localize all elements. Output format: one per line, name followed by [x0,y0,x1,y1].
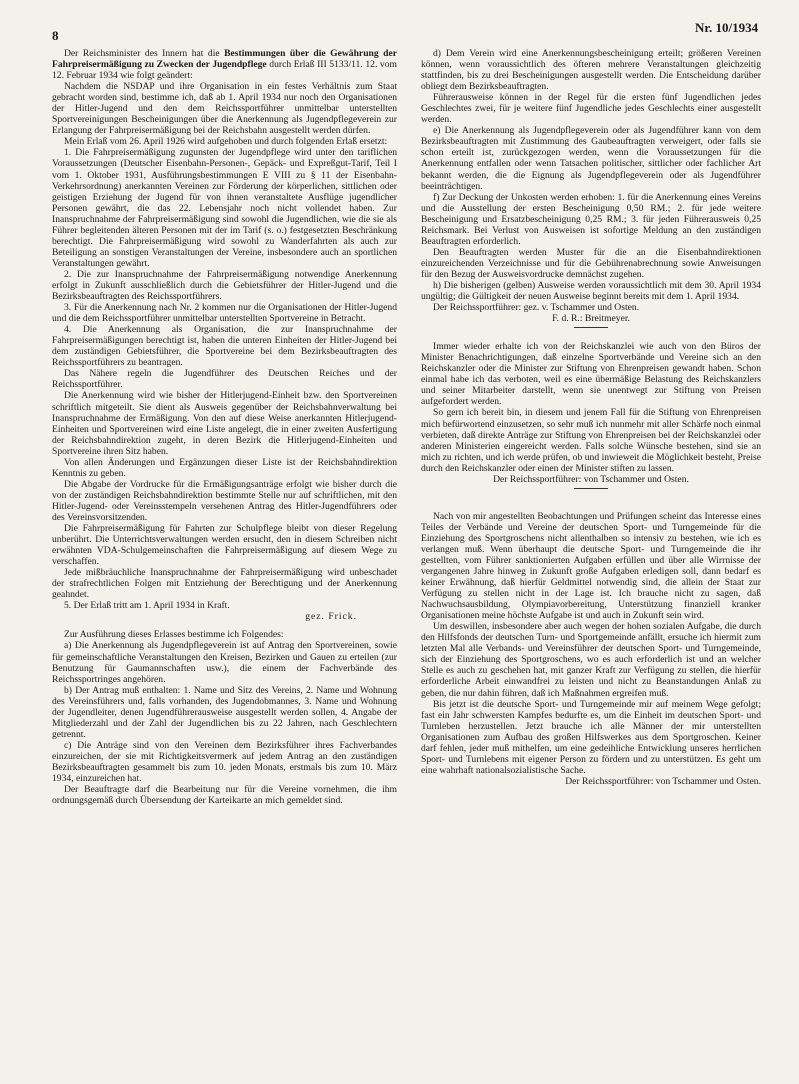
paragraph: 3. Für die Anerkennung nach Nr. 2 kommen nur die Organisationen der Hitler-Jugend und die dem Reichssportführer unmittelbar unterstellten Sportvereine in Betracht. [52,302,397,325]
right-column [421,48,761,787]
paragraph: h) Die bisherigen (gelben) Ausweise werden voraussichtlich mit dem 30. April 1934 ungültig; die Gültigkeit der neuen Ausweise beginnt bereits mit dem 1. April 1934. [421,279,761,303]
paragraph: Zur Ausführung dieses Erlasses bestimme ich Folgendes: [64,629,284,641]
paragraph: Mein Erlaß vom 26. April 1926 wird aufgehoben und durch folgenden Erlaß ersetzt: [64,136,388,148]
signature-frick: gez. Frick. [305,611,357,623]
paragraph: Nachdem die NSDAP und ihre Organisation in ein festes Verhältnis zum Staat gebracht worden sind, bestimme ich, daß ab 1. April 1934 nur noch den Organisationen der Hitler-Jugend und den dem Reichssportführer unmittelbar unterstellten Sportvereinigungen Bescheinigungen über die Anerkennung als Jugendpflegeverein zur Erlangung der Fahrpreisermäßigung bei der Reichsbahn ausgestellt werden dürfen. [52,81,397,137]
paragraph: c) Die Anträge sind von den Vereinen dem Bezirksführer ihres Fachverbandes einzureichen, der sie mit Richtigkeitsvermerk auf jedem Antrag an den zuständigen Bezirksbeauftragten gesammelt bis zum 10. jeden Monats, erstmals bis zum 10. März 1934, einzureichen hat. [52,739,397,785]
paragraph: 5. Der Erlaß tritt am 1. April 1934 in Kraft. [64,600,230,612]
paragraph: Nach von mir angestellten Beobachtungen und Prüfungen scheint das Interesse eines Teiles der Verbände und Vereine der deutschen Sport- und Turngemeinde für die Einziehung des Sportgroschens nicht allenthalben so intensiv zu bestehen, wie ich es verlangen muß. Wenn überhaupt die deutsche Sport- und Turngemeinde die ihr gestellten, vom Führer sanktionierten Aufgaben erfüllen und über alle Wirrnisse der vergangenen Jahre hinweg in Zukunft große Aufgaben erledigen soll, dann bedarf es keiner Erwähnung, daß hierfür Geldmittel notwendig sind, die allein der Staat zur Verfügung zu stellen nicht in der Lage ist. Ich brauche nicht zu sagen, daß Nachwuchsausbildung, Olympiavorbereitung, Unterstützung finanziell kranker Organisationen meine höchste Aufgabe ist und auch in Zukunft sein wird. [421,510,761,622]
paragraph: d) Dem Verein wird eine Anerkennungsbescheinigung erteilt; größeren Vereinen können, wenn voraussichtlich des öfteren mehrere Veranstaltungen gleichzeitig stattfinden, bis zu drei Bescheinigungen ausgestellt werden. Die Entscheidung darüber obliegt dem Bezirksbeauftragten. [421,48,761,93]
signature-line: Der Reichssportführer: von Tschammer und Osten. [493,473,689,485]
paragraph: 2. Die zur Inanspruchnahme der Fahrpreisermäßigung notwendige Anerkennung erfolgt in Zukunft ausschließlich durch die Gebietsführer der Hitler-Jugend und die Bezirksbeauftragten des Reichssportführers. [52,268,397,303]
intro-paragraph [52,48,397,81]
paragraph: Die Anerkennung wird wie bisher der Hitlerjugend-Einheit bzw. den Sportvereinen schriftlich mitgeteilt. Sie dient als Ausweis gegenüber der Reichsbahnverwaltung bei Inanspruchnahme der Ermäßigung. Von den auf diese Weise anerkannten Hitlerjugend-Einheiten und Sportvereinen wird eine Liste angelegt, die in einer zweiten Ausfertigung der Reichsbahndirektion zugeht, in deren Bezirk die Hitlerjugend-Einheiten und Sportvereine ihren Sitz haben. [52,390,397,457]
paragraph: Die Fahrpreisermäßigung für Fahrten zur Schulpflege bleibt von dieser Regelung unberührt. Die Unterrichtsverwaltungen werden ersucht, den in diesem Schreiben nicht erwähnten VDA-Schulgemeinschaften die Fahrpreisermäßigung auf diesem Wege zu verschaffen. [52,523,397,568]
paragraph: Den Beauftragten werden Muster für die an die Eisenbahndirektionen einzureichenden Verzeichnisse und für die Gebührenabrechnung sowie Anweisungen für den Bezug der Ausweisvordrucke demnächst zugehen. [421,246,761,280]
signature-line: Der Reichssportführer: von Tschammer und Osten. [565,775,761,787]
paragraph: f) Zur Deckung der Unkosten werden erhoben: 1. für die Anerkennung eines Vereins und die Ausstellung der ersten Bescheinigung 0,50 RM.; 2. für jede weitere Bescheinigung und Ersatzbescheinigung 0,25 RM.; 3. für jeden Führerausweis 0,25 Reichsmark. Bei Verlust von Ausweisen ist sofortige Meldung an den zuständigen Beauftragten erforderlich. [421,191,761,247]
section-divider [574,488,608,489]
paragraph: Um deswillen, insbesondere aber auch wegen der hohen sozialen Aufgabe, die durch den Hilfsfonds der deutschen Turn- und Sportgemeinde anfällt, ersuche ich hiermit zum letzten Mal alle Verbands- und Vereinsführer der deutschen Sport- und Turngemeinde, sich der Einziehung des Sportgroschens, wo es auch erforderlich ist und an welcher Stelle es auch zu geschehen hat, mit ganzer Kraft zur Verfügung zu stellen, die hierfür erforderliche Arbeit einwandfrei zu leisten und nicht zu Beanstandungen Anlaß zu geben, die nur dahin führen, daß ich Maßnahmen ergreifen muß. [421,621,761,699]
intro-text-b: durch Erlaß III 5133/11. 12. vom 12. Februar 1934 wie folgt geändert: [52,59,397,82]
page-number: 8 [52,28,59,43]
paragraph: Von allen Änderungen und Ergänzungen dieser Liste ist der Reichsbahndirektion Kenntnis zu geben. [52,456,397,479]
paragraph: 4. Die Anerkennung als Organisation, die zur Inanspruchnahme der Fahrpreisermäßigungen berechtigt ist, haben die unteren Einheiten der Hitler-Jugend bei dem zuständigen Gebietsführer, die Sportvereine bei dem Bezirksbeauftragten des Reichssportführers zu beantragen. [52,324,397,369]
paragraph: Führerausweise können in der Regel für die ersten fünf Jugendlichen jedes Geschlechtes zwei, für je weitere fünf Jugendliche jedes Geschlechts einer ausgestellt werden. [421,92,761,126]
intro-bold-title: Bestimmungen über die Gewährung der Fahrpreisermäßigung zu Zwecken der Jugendpflege [52,48,397,71]
paragraph: Die Abgabe der Vordrucke für die Ermäßigungsanträge erfolgt wie bisher durch die von der zuständigen Reichsbahndirektion bestimmte Stelle nur auf schriftlichen, mit den Hitler-Jugend- oder Vereinsstempeln versehenen Antrag des Hitler-Jugendführers oder des Vereinsvorsitzenden. [52,478,397,523]
paragraph: So gern ich bereit bin, in diesem und jenem Fall für die Stiftung von Ehrenpreisen mich befürwortend einzusetzen, so sehr muß ich nunmehr mit aller Schärfe noch einmal verbieten, daß direkte Anträge zur Stiftung von Ehrenpreisen bei der Reichskanzlei oder anderen Ministerien eingereicht werden. Falls solche Wünsche bestehen, sind sie an mich zu richten, und ich werde prüfen, ob und inwieweit die Möglichkeit besteht, Preise durch den Reichskanzler oder einen der Minister stiften zu lassen. [421,407,761,474]
paragraph: a) Die Anerkennung als Jugendpflegeverein ist auf Antrag den Sportvereinen, sowie für gemeinschaftliche Veranstaltungen den Kreisen, Bezirken und Gauen zu erteilen (zur Benutzung für Gaumannschaften usw.), die einem der Fachverbände des Reichssportringes angehören. [52,640,397,685]
paragraph: Immer wieder erhalte ich von der Reichskanzlei wie auch von den Büros der Minister Benachrichtigungen, daß einzelne Sportverbände und Vereine sich an den Reichskanzler oder die Minister zur Stiftung von Ehrenpreisen gewandt haben. Schon einmal habe ich das verboten, weil es eine übermäßige Belastung des Reichskanzlers und seiner Mitarbeiter darstellt, wenn sie unentwegt zur Stiftung von Preisen aufgefordert werden. [421,341,761,408]
paragraph: b) Der Antrag muß enthalten: 1. Name und Sitz des Vereins, 2. Name und Wohnung des Vereinsführers und, falls vorhanden, des Jugendobmannes, 3. Name und Wohnung der Jugendleiter, denen Jugendführerausweise ausgestellt werden sollen, 4. Angabe der Mitgliederzahl und der Zahl der Jugendlichen bis zu 22 Jahren, nach Geschlechtern getrennt. [52,684,397,740]
paragraph: e) Die Anerkennung als Jugendpflegeverein oder als Jugendführer kann von dem Bezirksbeauftragten mit Zustimmung des Gaubeauftragten verweigert, oder falls sie schon erteilt ist, zurückgezogen werden, wenn die Voraussetzungen für die Anerkennung entfallen oder wenn Tatsachen politischer, sittlicher oder fachlicher Art bekannt werden, die die Eignung als Jugendpflegeverein oder als Jugendführer beeinträchtigen. [421,125,761,192]
paragraph: Bis jetzt ist die deutsche Sport- und Turngemeinde mir auf meinem Wege gefolgt; fast ein Jahr schwersten Kampfes bedurfte es, um die Einheit im deutschen Sport- und Turnleben herzustellen. Jetzt brauche ich alle Männer der mir unterstellten Organisationen zum Aufbau des großen Hilfswerkes aus dem Sportgroschen. Keiner darf fehlen, jeder muß mithelfen, um eine gedeihliche Entwicklung unseres herrlichen Sport- und Turnlebens mit eigener Person zu fördern und zu unterstützen. Es geht um eine wahrhaft nationalsozialistische Sache. [421,698,761,776]
left-column [52,48,397,806]
intro-text-a: Der Reichsminister des Innern hat die [64,48,225,59]
paragraph: Das Nähere regeln die Jugendführer des Deutschen Reiches und der Reichssportführer. [52,368,397,391]
paragraph: 1. Die Fahrpreisermäßigung zugunsten der Jugendpflege wird unter den tariflichen Voraussetzungen (Deutscher Eisenbahn-Personen-, Gepäck- und Expreßgut-Tarif, Teil I vom 1. Oktober 1931, Ausführungsbestimmungen E VIII zu § 11 der Eisenbahn-Verkehrsordnung) anerkannten Vereinen zur Förderung der körperlichen, sittlichen oder geistigen Erziehung der Jugend für von ihnen veranstaltete Ausflüge jugendlicher Personen gewährt, die das 22. Lebensjahr noch nicht vollendet haben. Zur Inanspruchnahme der Fahrpreisermäßigung sind sowohl die Jugendlichen, wie die sie als Führer begleitenden älteren Personen mit der im Tarif (s. o.) festgesetzten Beschränkung berechtigt. Die Fahrpreisermäßigung wird sowohl zu Wanderfahrten als auch zur Beteiligung an sonstigen Veranstaltungen der Vereine, insbesondere auch an sportlichen Veranstaltungen gewährt. [52,147,397,269]
signature-line: Der Reichssportführer: gez. v. Tschammer und Osten. [433,302,640,314]
section-divider [574,327,608,328]
paragraph: Jede mißbräuchliche Inanspruchnahme der Fahrpreisermäßigung wird unbeschadet der strafrechtlichen Folgen mit Entziehung der Berechtigung und der Anerkennung geahndet. [52,567,397,601]
issue-number: Nr. 10/1934 [695,20,759,35]
paragraph: Der Beauftragte darf die Bearbeitung nur für die Vereine vornehmen, die ihm ordnungsgemäß durch Übersendung der Karteikarte an mich gemeldet sind. [52,784,397,807]
signature-line: F. d. R.: Breitmeyer. [552,313,630,325]
